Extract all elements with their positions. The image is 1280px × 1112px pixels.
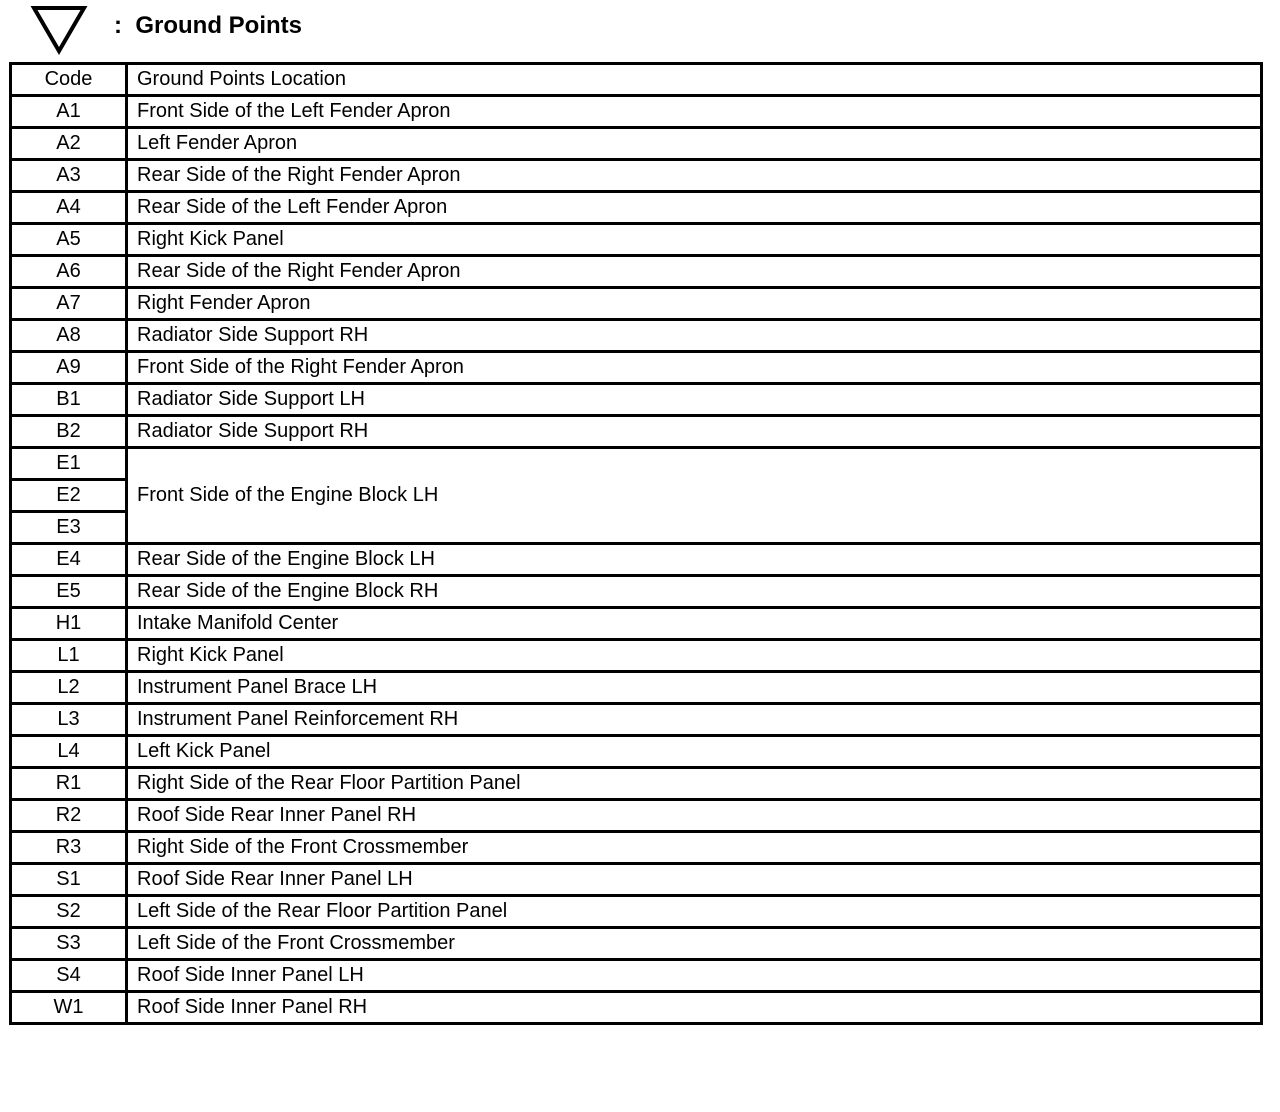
location-cell: Right Kick Panel: [127, 640, 1262, 672]
code-cell: S1: [11, 864, 127, 896]
code-cell: R2: [11, 800, 127, 832]
code-cell: B2: [11, 416, 127, 448]
table-row: [11, 800, 1262, 832]
table-row: [11, 576, 1262, 608]
table-row: [11, 544, 1262, 576]
code-cell: A5: [11, 224, 127, 256]
code-cell: A1: [11, 96, 127, 128]
code-cell: S4: [11, 960, 127, 992]
table-header-row: [11, 64, 1262, 96]
table-row: [11, 832, 1262, 864]
code-cell: L1: [11, 640, 127, 672]
location-cell: Left Fender Apron: [127, 128, 1262, 160]
table-row: [11, 736, 1262, 768]
code-cell: A8: [11, 320, 127, 352]
code-cell: A6: [11, 256, 127, 288]
code-cell: E5: [11, 576, 127, 608]
table-row: [11, 992, 1262, 1024]
table-row: [11, 352, 1262, 384]
table-row: [11, 96, 1262, 128]
code-cell: E3: [11, 512, 127, 544]
location-cell: Left Kick Panel: [127, 736, 1262, 768]
location-cell: Instrument Panel Brace LH: [127, 672, 1262, 704]
location-cell: Intake Manifold Center: [127, 608, 1262, 640]
table-row: [11, 608, 1262, 640]
code-cell: W1: [11, 992, 127, 1024]
ground-points-table: [9, 62, 1263, 1025]
table-row: [11, 896, 1262, 928]
location-cell: Rear Side of the Right Fender Apron: [127, 256, 1262, 288]
location-cell: Roof Side Rear Inner Panel LH: [127, 864, 1262, 896]
table-row: [11, 416, 1262, 448]
table-row: [11, 448, 1262, 480]
table-row: [11, 704, 1262, 736]
code-cell: B1: [11, 384, 127, 416]
location-cell: Rear Side of the Left Fender Apron: [127, 192, 1262, 224]
table-row: [11, 192, 1262, 224]
column-header-code: Code: [11, 64, 127, 96]
location-cell: Left Side of the Front Crossmember: [127, 928, 1262, 960]
location-cell: Front Side of the Engine Block LH: [127, 448, 1262, 544]
location-cell: Right Side of the Front Crossmember: [127, 832, 1262, 864]
code-cell: E4: [11, 544, 127, 576]
table-row: [11, 672, 1262, 704]
column-header-location: Ground Points Location: [127, 64, 1262, 96]
location-cell: Roof Side Rear Inner Panel RH: [127, 800, 1262, 832]
table-body: [11, 96, 1262, 1024]
code-cell: S2: [11, 896, 127, 928]
location-cell: Rear Side of the Right Fender Apron: [127, 160, 1262, 192]
table-row: [11, 128, 1262, 160]
location-cell: Front Side of the Left Fender Apron: [127, 96, 1262, 128]
code-cell: E1: [11, 448, 127, 480]
location-cell: Roof Side Inner Panel LH: [127, 960, 1262, 992]
code-cell: R3: [11, 832, 127, 864]
table-row: [11, 768, 1262, 800]
code-cell: A4: [11, 192, 127, 224]
table-row: [11, 224, 1262, 256]
code-cell: E2: [11, 480, 127, 512]
code-cell: A3: [11, 160, 127, 192]
table-row: [11, 320, 1262, 352]
legend-header: [0, 0, 1280, 62]
code-cell: A9: [11, 352, 127, 384]
table-row: [11, 160, 1262, 192]
ground-symbol-triangle-icon: [30, 5, 88, 55]
code-cell: A2: [11, 128, 127, 160]
code-cell: S3: [11, 928, 127, 960]
location-cell: Radiator Side Support RH: [127, 416, 1262, 448]
location-cell: Roof Side Inner Panel RH: [127, 992, 1262, 1024]
table-row: [11, 256, 1262, 288]
table-row: [11, 960, 1262, 992]
location-cell: Rear Side of the Engine Block RH: [127, 576, 1262, 608]
table-row: [11, 864, 1262, 896]
code-cell: L3: [11, 704, 127, 736]
location-cell: Rear Side of the Engine Block LH: [127, 544, 1262, 576]
location-cell: Instrument Panel Reinforcement RH: [127, 704, 1262, 736]
location-cell: Front Side of the Right Fender Apron: [127, 352, 1262, 384]
location-cell: Radiator Side Support RH: [127, 320, 1262, 352]
table-row: [11, 640, 1262, 672]
code-cell: R1: [11, 768, 127, 800]
code-cell: A7: [11, 288, 127, 320]
table-row: [11, 384, 1262, 416]
code-cell: L4: [11, 736, 127, 768]
location-cell: Right Fender Apron: [127, 288, 1262, 320]
legend-title: : Ground Points: [114, 12, 302, 39]
table-row: [11, 928, 1262, 960]
location-cell: Left Side of the Rear Floor Partition Panel: [127, 896, 1262, 928]
location-cell: Right Side of the Rear Floor Partition Panel: [127, 768, 1262, 800]
code-cell: H1: [11, 608, 127, 640]
location-cell: Right Kick Panel: [127, 224, 1262, 256]
location-cell: Radiator Side Support LH: [127, 384, 1262, 416]
code-cell: L2: [11, 672, 127, 704]
table-row: [11, 288, 1262, 320]
